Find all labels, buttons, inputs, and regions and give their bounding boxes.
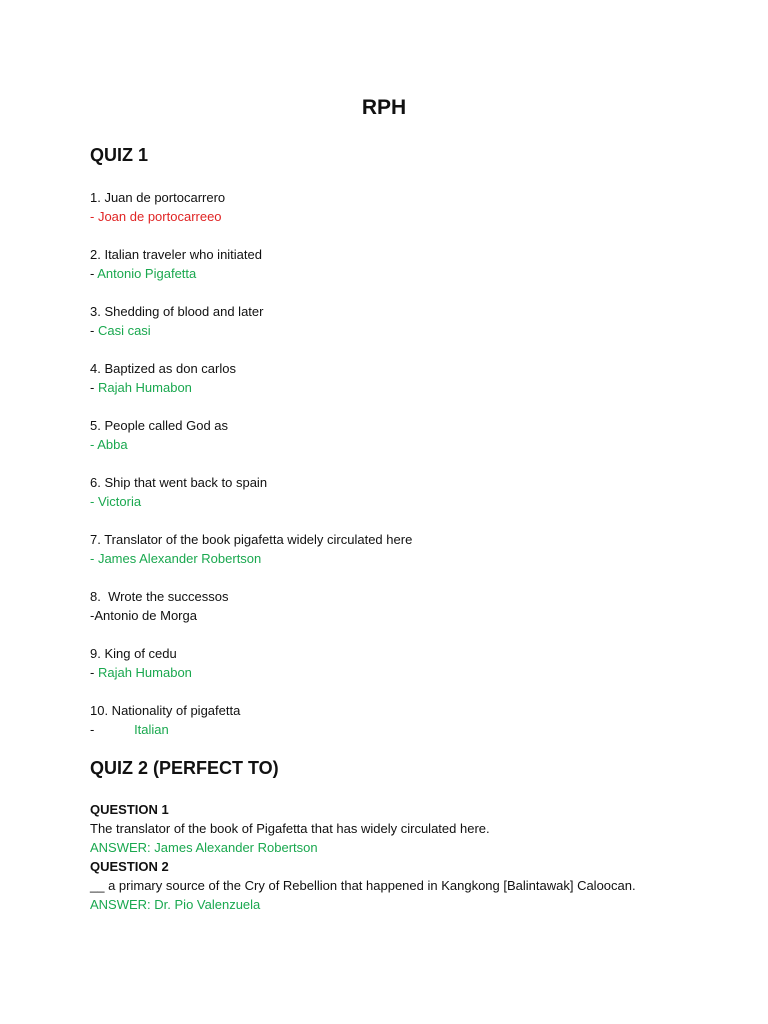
quiz1-item-1 xyxy=(90,188,690,245)
answer-prefix: - xyxy=(90,551,98,566)
quiz1-answer: Rajah Humabon xyxy=(97,380,192,395)
quiz2-question-2 xyxy=(90,857,730,914)
question-answer: ANSWER: Dr. Pio Valenzuela xyxy=(90,897,261,912)
quiz1-answer: Antonio Pigafetta xyxy=(97,266,197,281)
quiz1-item-3 xyxy=(90,302,690,359)
quiz1-answer-line xyxy=(90,378,690,397)
quiz1-answer-line xyxy=(90,207,690,226)
quiz1-question: 3. Shedding of blood and later xyxy=(90,304,264,319)
quiz1-answer: Antonio de Morga xyxy=(94,608,197,623)
question-label: QUESTION 1 xyxy=(90,802,169,817)
answer-prefix: - xyxy=(90,437,98,452)
answer-prefix: - xyxy=(90,380,98,395)
question-label: QUESTION 2 xyxy=(90,859,169,874)
answer-prefix: - xyxy=(90,608,95,623)
quiz1-item-8 xyxy=(90,587,690,644)
answer-prefix: - xyxy=(90,665,98,680)
answer-prefix: - xyxy=(90,494,98,509)
quiz1-item-6 xyxy=(90,473,690,530)
answer-prefix: - xyxy=(90,209,98,224)
document-title: RPH xyxy=(361,96,407,119)
quiz1-question: 1. Juan de portocarrero xyxy=(90,190,226,205)
quiz1-answer-line xyxy=(90,435,690,454)
quiz1-answer-line xyxy=(90,264,690,283)
quiz2-question-1 xyxy=(90,800,730,857)
quiz2-block xyxy=(90,800,730,914)
quiz1-question: 8. Wrote the successos xyxy=(90,589,229,604)
quiz1-question: 10. Nationality of pigafetta xyxy=(90,703,241,718)
quiz1-answer: Casi casi xyxy=(97,323,151,338)
quiz2-heading: QUIZ 2 (PERFECT TO) xyxy=(90,758,279,778)
answer-prefix: - xyxy=(90,722,135,737)
question-answer: ANSWER: James Alexander Robertson xyxy=(90,840,318,855)
quiz1-answer-line xyxy=(90,720,690,739)
quiz1-answer: Rajah Humabon xyxy=(97,665,192,680)
quiz1-question: 7. Translator of the book pigafetta widely circulated here xyxy=(90,532,413,547)
quiz1-answer: Italian xyxy=(134,722,169,737)
quiz1-question: 9. King of cedu xyxy=(90,646,177,661)
quiz1-item-5 xyxy=(90,416,690,473)
quiz1-answer-line xyxy=(90,663,690,682)
quiz1-item-9 xyxy=(90,644,690,701)
question-text: __ a primary source of the Cry of Rebellion that happened in Kangkong [Balintawak] Caloocan. xyxy=(90,878,636,893)
answer-prefix: - xyxy=(90,266,98,281)
quiz1-heading: QUIZ 1 xyxy=(90,145,149,165)
quiz1-answer: Abba xyxy=(97,437,128,452)
quiz1-item-2 xyxy=(90,245,690,302)
quiz1-list xyxy=(90,188,690,758)
quiz1-answer-line xyxy=(90,321,690,340)
quiz1-item-7 xyxy=(90,530,690,587)
quiz1-answer-line xyxy=(90,549,690,568)
quiz1-item-10 xyxy=(90,701,690,758)
quiz1-answer-line xyxy=(90,606,690,625)
quiz1-question: 6. Ship that went back to spain xyxy=(90,475,268,490)
quiz1-answer-line xyxy=(90,492,690,511)
quiz1-question: 5. People called God as xyxy=(90,418,229,433)
quiz1-question: 4. Baptized as don carlos xyxy=(90,361,236,376)
quiz1-item-4 xyxy=(90,359,690,416)
quiz1-question: 2. Italian traveler who initiated xyxy=(90,247,262,262)
quiz1-answer: Victoria xyxy=(97,494,142,509)
answer-prefix: - xyxy=(90,323,98,338)
quiz1-answer: James Alexander Robertson xyxy=(97,551,262,566)
question-text: The translator of the book of Pigafetta that has widely circulated here. xyxy=(90,821,490,836)
quiz1-answer: Joan de portocarreeo xyxy=(97,209,222,224)
